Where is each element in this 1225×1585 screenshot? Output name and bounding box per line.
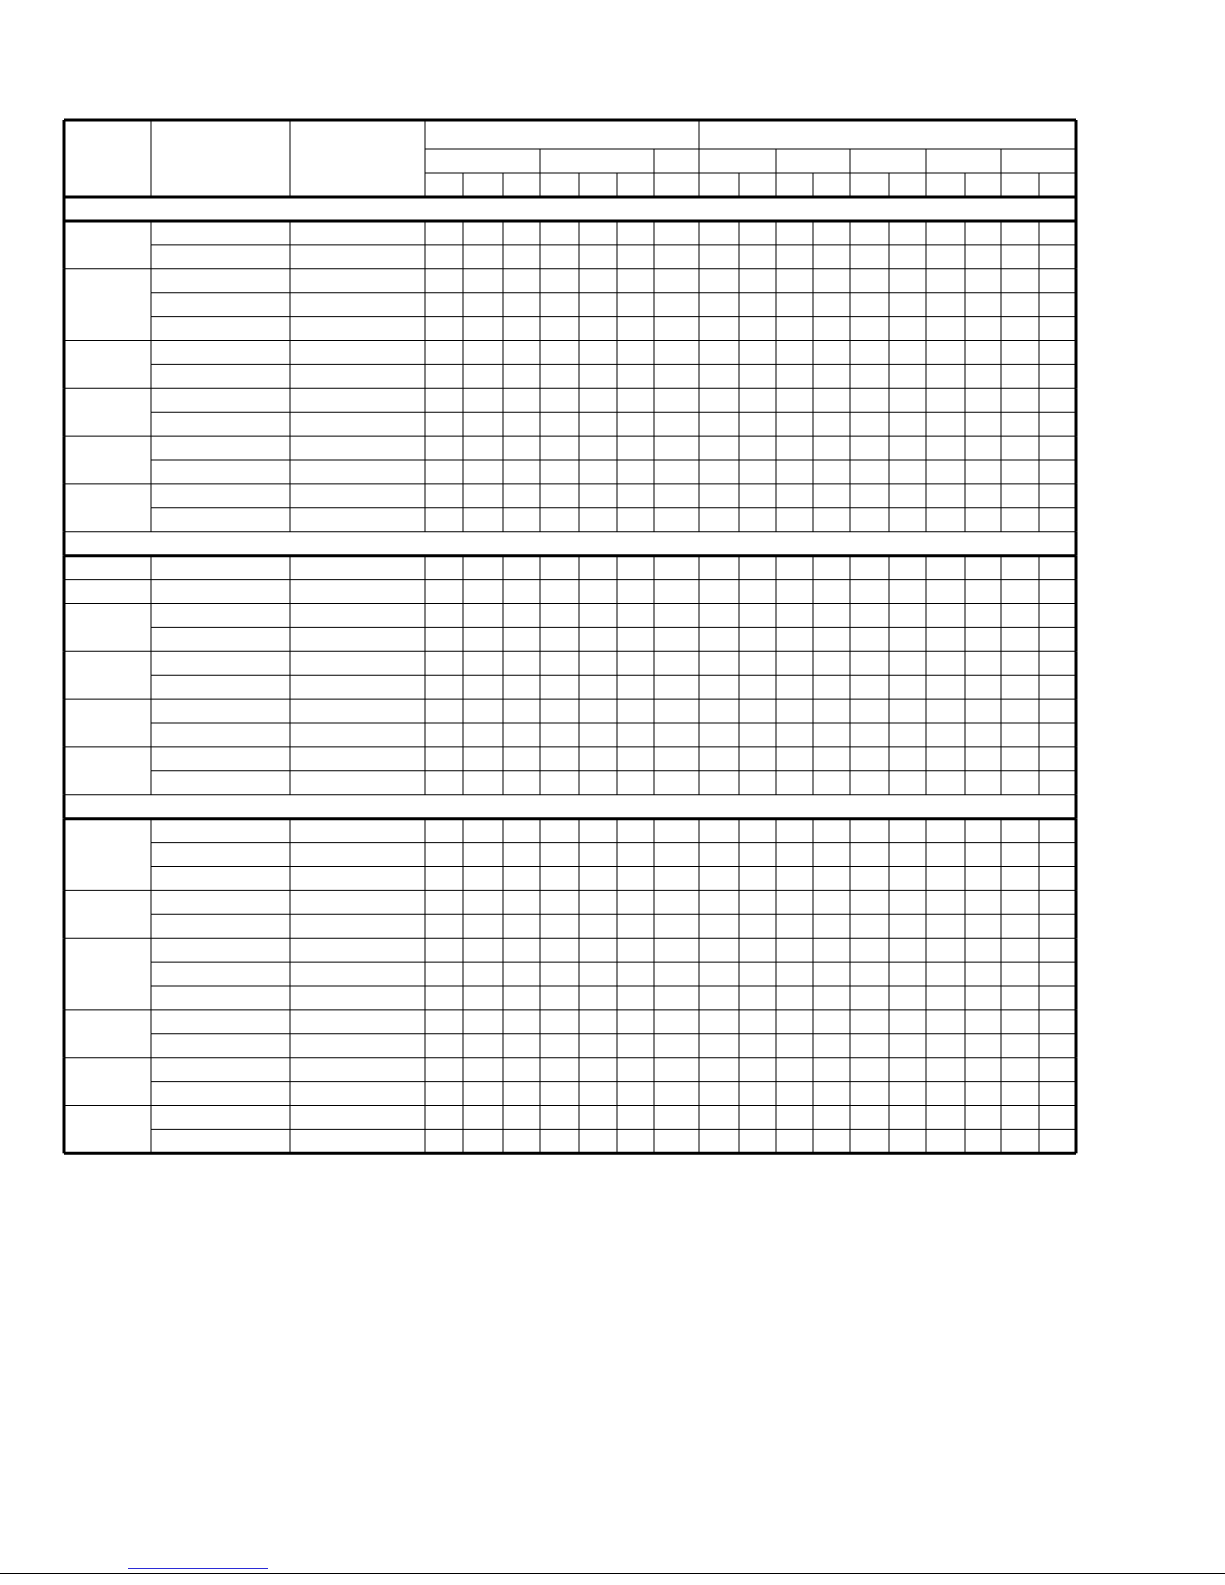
footer-rule bbox=[0, 1573, 1225, 1574]
footer-link-underline[interactable] bbox=[128, 1568, 268, 1569]
